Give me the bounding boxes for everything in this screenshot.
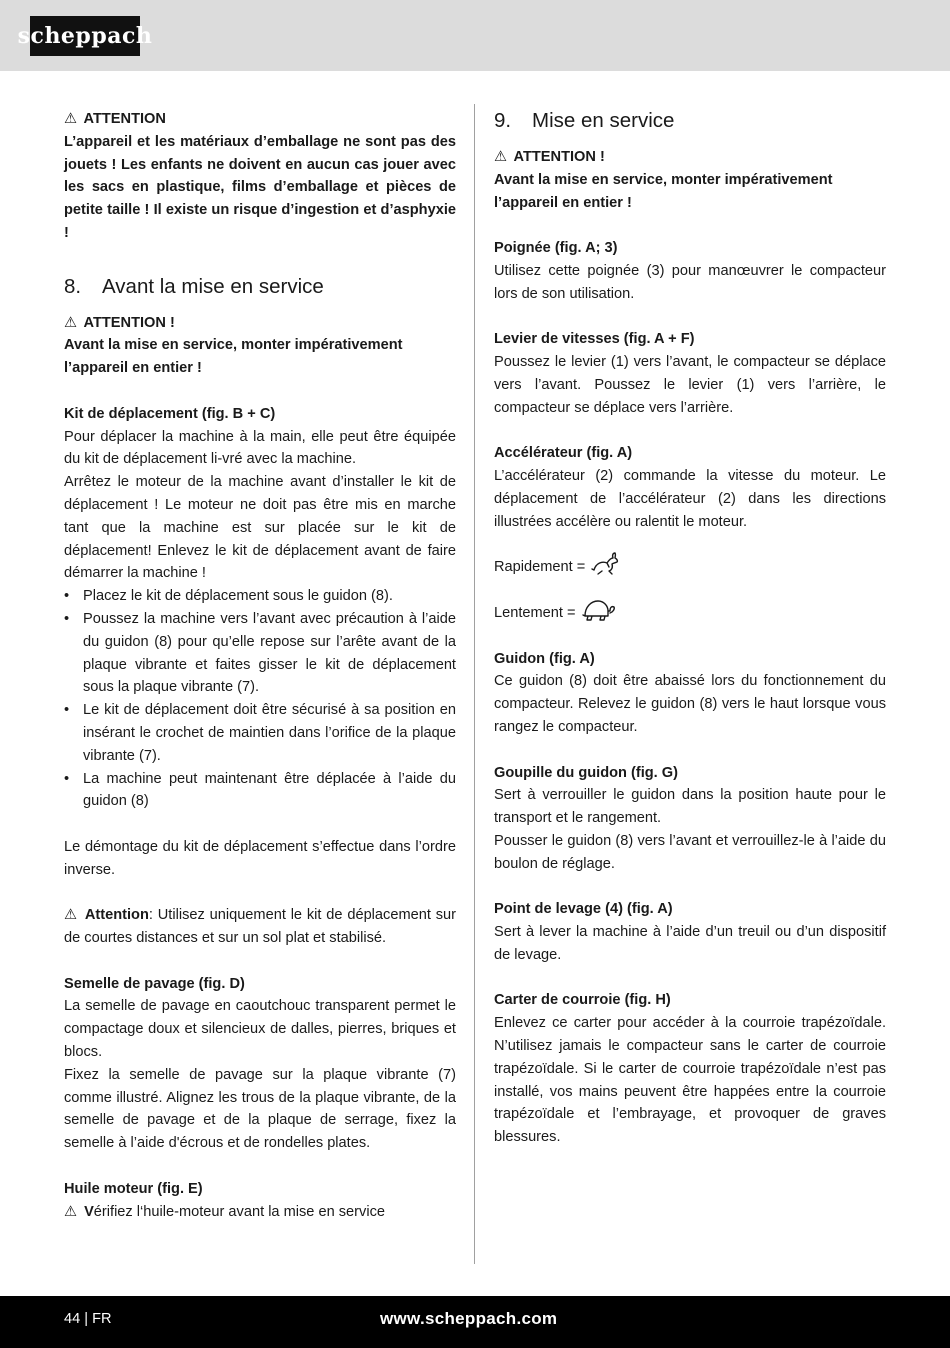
attention-heading: ⚠ ATTENTION ! bbox=[494, 146, 886, 169]
lifting-heading: Point de levage (4) (fig. A) bbox=[494, 901, 673, 918]
left-column bbox=[64, 108, 456, 1223]
attention-text: Avant la mise en service, monter impérativement l’appareil en entier ! bbox=[494, 171, 833, 211]
handle-text: Utilisez cette poignée (3) pour manœuvrer le compacteur lors de son utilisation. bbox=[494, 262, 886, 302]
list-item: • Poussez la machine vers l’avant avec précaution à l’aide du guidon (8) pour qu’elle repose sur l’arête avant de la plaque vibrante et faites gisser le kit de déplacement sous la plaque vibrante (7). bbox=[64, 608, 456, 699]
warning-icon: ⚠ bbox=[64, 1203, 78, 1220]
pin-heading: Goupille du guidon (fig. G) bbox=[494, 764, 679, 781]
handlebar-text: Ce guidon (8) doit être abaissé lors du fonctionnement du compacteur. Relevez le guidon (8) vers le haut lorsque vous rangez le compacteur. bbox=[494, 673, 886, 735]
lever-text: Poussez le levier (1) vers l’avant, le compacteur se déplace vers l’avant. Poussez le levier (1) vers l’arrière, le compacteur se déplace vers l’arrière. bbox=[494, 354, 886, 416]
paving-heading: Semelle de pavage (fig. D) bbox=[64, 975, 245, 992]
attention-text: L’appareil et les matériaux d’emballage ne sont pas des jouets ! Les enfants ne doivent en aucun cas jouer avec les sacs en plastique, films d’emballage et pièces de petite taille ! Il existe un risque d’ingestion et d’asphyxie ! bbox=[64, 133, 456, 241]
warning-icon: ⚠ bbox=[64, 314, 78, 331]
paving-paragraph: La semelle de pavage en caoutchouc transparent permet le compactage doux et silencieux de dalles, pierres, briques et blocs. bbox=[64, 998, 456, 1061]
right-column bbox=[494, 108, 886, 1149]
kit-disassembly: Le démontage du kit de déplacement s’effectue dans l’ordre inverse. bbox=[64, 838, 456, 878]
kit-paragraph: Arrêtez le moteur de la machine avant d’installer le kit de déplacement ! Le moteur ne doit pas être mis en marche tant que la machine est sur placée sur le kit de déplacement! Enlevez le kit de déplacement avant de faire démarrer la machine ! bbox=[64, 474, 456, 582]
handlebar-heading: Guidon (fig. A) bbox=[494, 650, 595, 667]
lever-heading: Levier de vitesses (fig. A + F) bbox=[494, 331, 695, 348]
column-divider bbox=[474, 104, 475, 1264]
page-number: 44 | FR bbox=[64, 1311, 112, 1327]
pin-text: Sert à verrouiller le guidon dans la position haute pour le transport et le rangement. bbox=[494, 787, 886, 827]
section-8-heading: 8. Avant la mise en service bbox=[64, 274, 324, 298]
list-item: • La machine peut maintenant être déplacée à l’aide du guidon (8) bbox=[64, 768, 456, 814]
attention-text: Avant la mise en service, monter impérativement l’appareil en entier ! bbox=[64, 337, 403, 377]
warning-icon: ⚠ bbox=[64, 111, 78, 127]
list-item: • Le kit de déplacement doit être sécurisé à sa position en insérant le crochet de maintien dans l’orifice de la plaque vibrante (7). bbox=[64, 699, 456, 767]
paving-paragraph: Fixez la semelle de pavage sur la plaque vibrante (7) comme illustré. Alignez les trous de la plaque vibrante, de la semelle de pavage et de la plaque de serrage, fixez la semelle à l’aide d'écrous et de rondelles plates. bbox=[64, 1066, 456, 1152]
footer-bar bbox=[0, 1296, 950, 1348]
oil-heading: Huile moteur (fig. E) bbox=[64, 1180, 203, 1197]
kit-heading: Kit de déplacement (fig. B + C) bbox=[64, 405, 276, 422]
warning-icon: ⚠ bbox=[494, 149, 508, 165]
belt-text: Enlevez ce carter pour accéder à la courroie trapézoïdale. N’utilisez jamais le compacteur sans le carter de courroie trapézoïdale. Si le carter de courroie trapézoïdale n’est pas installé, vos mains peuvent être happées entre la courroie trapézoïdale et l’embrayage, et provoquer de graves blessures. bbox=[494, 1015, 886, 1146]
kit-steps-list bbox=[64, 585, 456, 813]
hare-icon bbox=[591, 552, 619, 584]
warning-icon: ⚠ bbox=[64, 907, 78, 924]
throttle-heading: Accélérateur (fig. A) bbox=[494, 445, 633, 462]
belt-heading: Carter de courroie (fig. H) bbox=[494, 992, 671, 1009]
slow-speed-row: Lentement = bbox=[494, 602, 886, 625]
list-item: • Placez le kit de déplacement sous le guidon (8). bbox=[64, 585, 456, 608]
attention-heading: ⚠ ATTENTION ! bbox=[64, 312, 456, 335]
website-url: www.scheppach.com bbox=[380, 1309, 558, 1328]
throttle-text: L’accélérateur (2) commande la vitesse du moteur. Le déplacement de l’accélérateur (2) dans les directions illustrées accélère ou ralentit le moteur. bbox=[494, 468, 886, 530]
kit-paragraph: Pour déplacer la machine à la main, elle peut être équipée du kit de déplacement li-vré avec la machine. bbox=[64, 428, 456, 468]
oil-line: ⚠ Vérifiez l‘huile-moteur avant la mise en service bbox=[64, 1201, 456, 1224]
turtle-icon bbox=[582, 597, 616, 629]
brand-logo: scheppach bbox=[30, 16, 140, 56]
kit-note: ⚠ Attention: Utilisez uniquement le kit de déplacement sur de courtes distances et sur un sol plat et stabilisé. bbox=[64, 904, 456, 950]
header-bar bbox=[0, 0, 950, 71]
lifting-text: Sert à lever la machine à l’aide d’un treuil ou d’un dispositif de levage. bbox=[494, 924, 886, 963]
section-9-heading: 9. Mise en service bbox=[494, 109, 675, 132]
attention-heading: ⚠ ATTENTION bbox=[64, 108, 456, 131]
handle-heading: Poignée (fig. A; 3) bbox=[494, 240, 618, 257]
fast-speed-row: Rapidement = bbox=[494, 556, 886, 579]
pin-text: Pousser le guidon (8) vers l’avant et verrouillez-le à l’aide du boulon de réglage. bbox=[494, 832, 886, 872]
